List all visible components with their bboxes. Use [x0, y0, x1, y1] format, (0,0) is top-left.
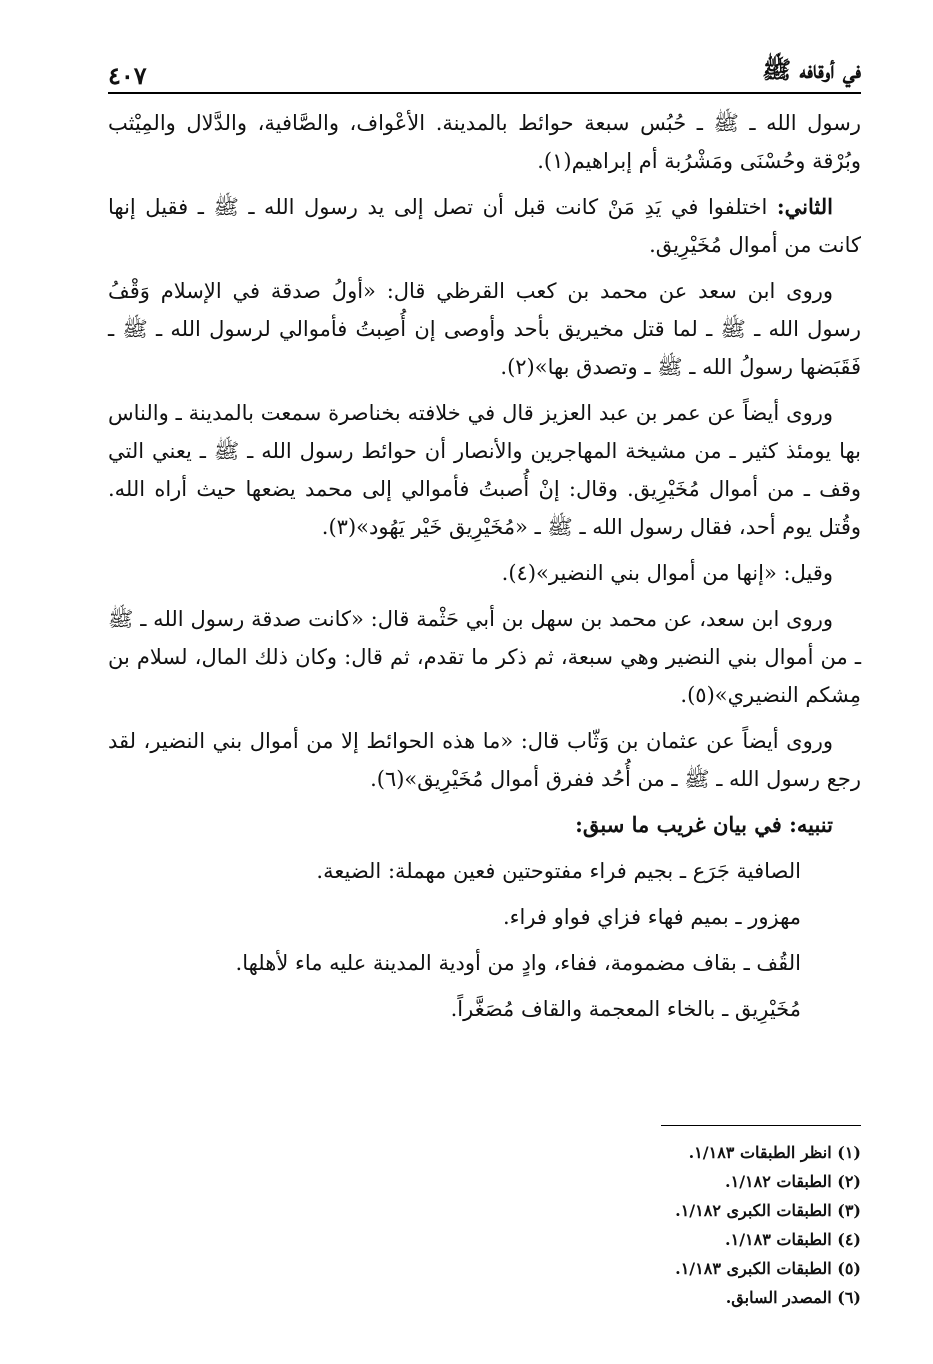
- running-title: في أوقافه ﷺ: [762, 55, 861, 84]
- footnote-rule: [661, 1125, 861, 1126]
- glossary-item: الصافية جَرَع ـ بجيم فراء مفتوحتين فعين مهملة: الضيعة.: [316, 859, 801, 883]
- footnote-3: (٣) الطبقات الكبرى ١/١٨٢.: [675, 1201, 861, 1220]
- footnote-6: (٦) المصدر السابق.: [725, 1288, 861, 1307]
- glossary-item: مهزور ـ بميم فهاء فزاي فواو فراء.: [502, 905, 801, 929]
- note-heading: تنبيه: في بيان غريب ما سبق:: [575, 812, 833, 837]
- paragraph-5: وقيل: «إنها من أموال بني النضير»(٤).: [501, 561, 833, 585]
- paragraph-4: وروى أيضاً عن عمر بن عبد العزيز قال في خلافته بخناصرة سمعت بالمدينة ـ والناس بها يومئذ كثير ـ من مشيخة المهاجرين والأنصار أن حوائط رسول الله ـ ﷺ ـ يعني التي وقف ـ من أموال مُخَيْرِيق. وقال: إنْ أُصبتُ فأموالي إلى محمد يضعها حيث أراه الله. وقُتل يوم أحد، فقال رسول الله ـ ﷺ ـ «مُخَيْرِيق خَيْر يَهُود»(٣).: [108, 401, 861, 539]
- paragraph-3: وروى ابن سعد عن محمد بن كعب القرظي قال: «أولُ صدقة في الإسلام وَقْفُ رسول الله ـ ﷺ ـ لما قتل مخيريق بأحد وأوصى إن أُصِبتُ فأموالي لرسول الله ـ ﷺ ـ فَقَبَضها رسولُ الله ـ ﷺ ـ وتصدق بها»(٢).: [108, 279, 861, 379]
- glossary-item: مُخَيْرِيق ـ بالخاء المعجمة والقاف مُصَغَّراً.: [450, 997, 801, 1021]
- footnote-5: (٥) الطبقات الكبرى ١/١٨٣.: [675, 1259, 861, 1278]
- paragraph-6: وروى ابن سعد، عن محمد بن سهل بن أبي حَثْمة قال: «كانت صدقة رسول الله ـ ﷺ ـ من أموال بني النضير وهي سبعة، ثم ذكر ما تقدم، ثم قال: وكان ذلك المال، لسلام بن مِشكم النضيري»(٥).: [108, 607, 861, 707]
- glossary-item: القُف ـ بقاف مضمومة، ففاء، وادٍ من أودية المدينة عليه ماء لأهلها.: [235, 951, 801, 975]
- main-text: [108, 104, 861, 1036]
- paragraph-1: رسول الله ـ ﷺ ـ حُبُس سبعة حوائط بالمدينة. الأعْواف، والصَّافية، والدَّلال والمِيْثب وبُرْقة وحُسْنَى ومَشْرُبة أم إبراهيم(١).: [108, 111, 861, 173]
- footnotes: [108, 1138, 861, 1312]
- section-label: الثاني:: [776, 194, 833, 219]
- footnote-2: (٢) الطبقات ١/١٨٢.: [725, 1172, 861, 1191]
- footnote-4: (٤) الطبقات ١/١٨٣.: [725, 1230, 861, 1249]
- running-header: [108, 52, 861, 90]
- page-number: ٤٠٧: [108, 61, 147, 90]
- paragraph-7: وروى أيضاً عن عثمان بن وَثّاب قال: «ما هذه الحوائط إلا من أموال بني النضير، لقد رجع رسول الله ـ ﷺ ـ من أُحُد ففرق أموال مُخَيْرِيق»(٦).: [108, 729, 861, 791]
- paragraph-2: الثاني: اختلفوا في يَدِ مَنْ كانت قبل أن تصل إلى يد رسول الله ـ ﷺ ـ فقيل إنها كانت من أموال مُخَيْرِيق.: [108, 194, 861, 257]
- header-rule: [108, 92, 861, 94]
- footnote-1: (١) انظر الطبقات ١/١٨٣.: [688, 1143, 861, 1162]
